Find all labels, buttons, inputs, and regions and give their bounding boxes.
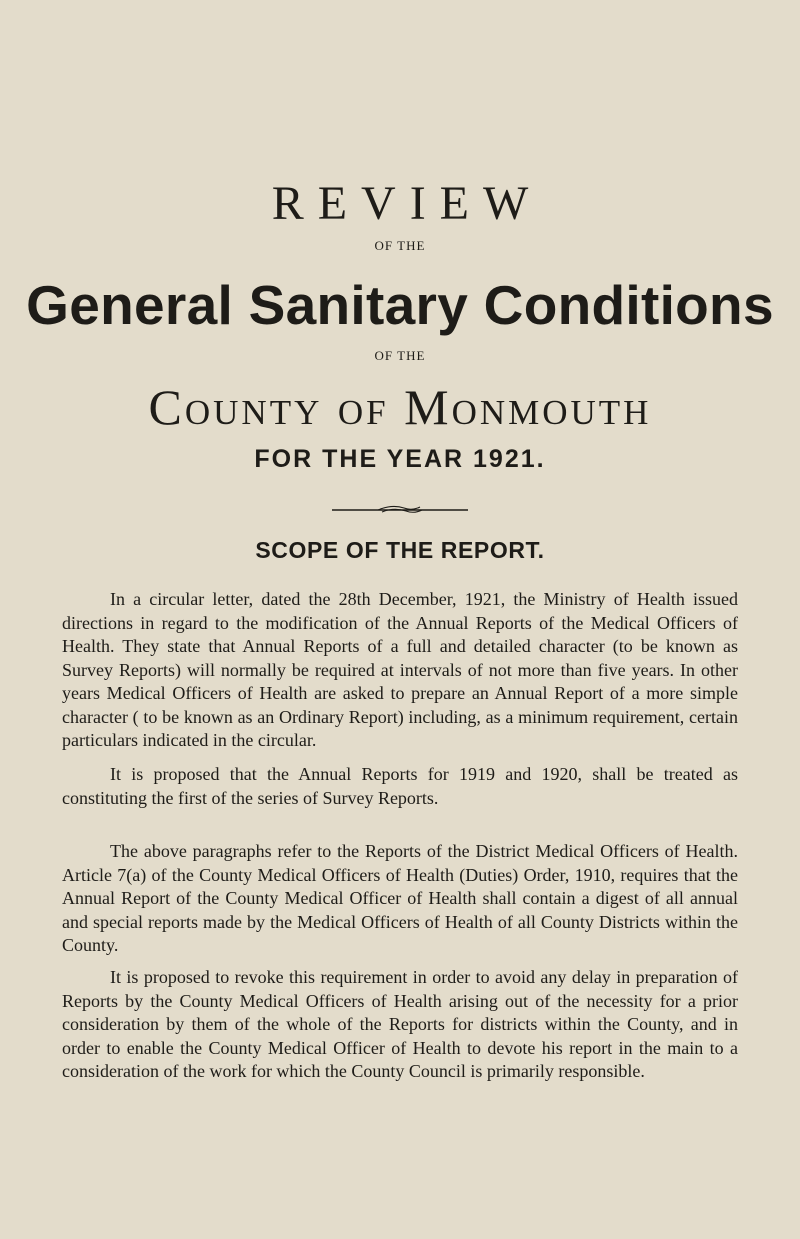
paragraph-3: The above paragraphs refer to the Reports of the District Medical Officers of Health. Article 7(a) of the County Medical Officers of Health (Duties) Order, 1910, requires that the Annual Report of the County Medical Officer of Health shall contain a digest of all annual and special reports made by the Medical Officers of Health of all County Districts within the County. [62, 841, 738, 955]
of-the-caption: OF THE [374, 238, 426, 253]
section-heading: SCOPE OF THE REPORT. [255, 537, 545, 563]
report-subject-title: General Sanitary Conditions [26, 274, 774, 336]
paragraph-4: It is proposed to revoke this requirement in order to avoid any delay in preparation of Reports by the County Medical Officers of Health arising out of the necessity for a prior consideration by them of the whole of the Reports for districts within the County, and in order to enable the County Medical Officer of Health to devote his report in the main to a consideration of the work for which the County Council is primarily responsible. [62, 967, 738, 1081]
of-the-caption-second: OF THE [374, 348, 426, 363]
county-title: County of Monmouth [148, 379, 652, 435]
ornamental-rule [0, 503, 800, 515]
review-title: REVIEW [271, 177, 543, 230]
paragraph-2: It is proposed that the Annual Reports for 1919 and 1920, shall be treated as constituting the first of the series of Survey Reports. [62, 764, 738, 808]
paragraph-1: In a circular letter, dated the 28th December, 1921, the Ministry of Health issued directions in regard to the modification of the Annual Reports of the Medical Officers of Health. They state that Annual Reports of a full and detailed character (to be known as Survey Reports) will normally be required at intervals of not more than five years. In other years Medical Officers of Health are asked to prepare an Annual Report of a more simple character ( to be known as an Ordinary Report) including, as a minimum requirement, certain particulars indicated in the circular. [62, 589, 738, 750]
year-line: FOR THE YEAR 1921. [254, 445, 546, 473]
